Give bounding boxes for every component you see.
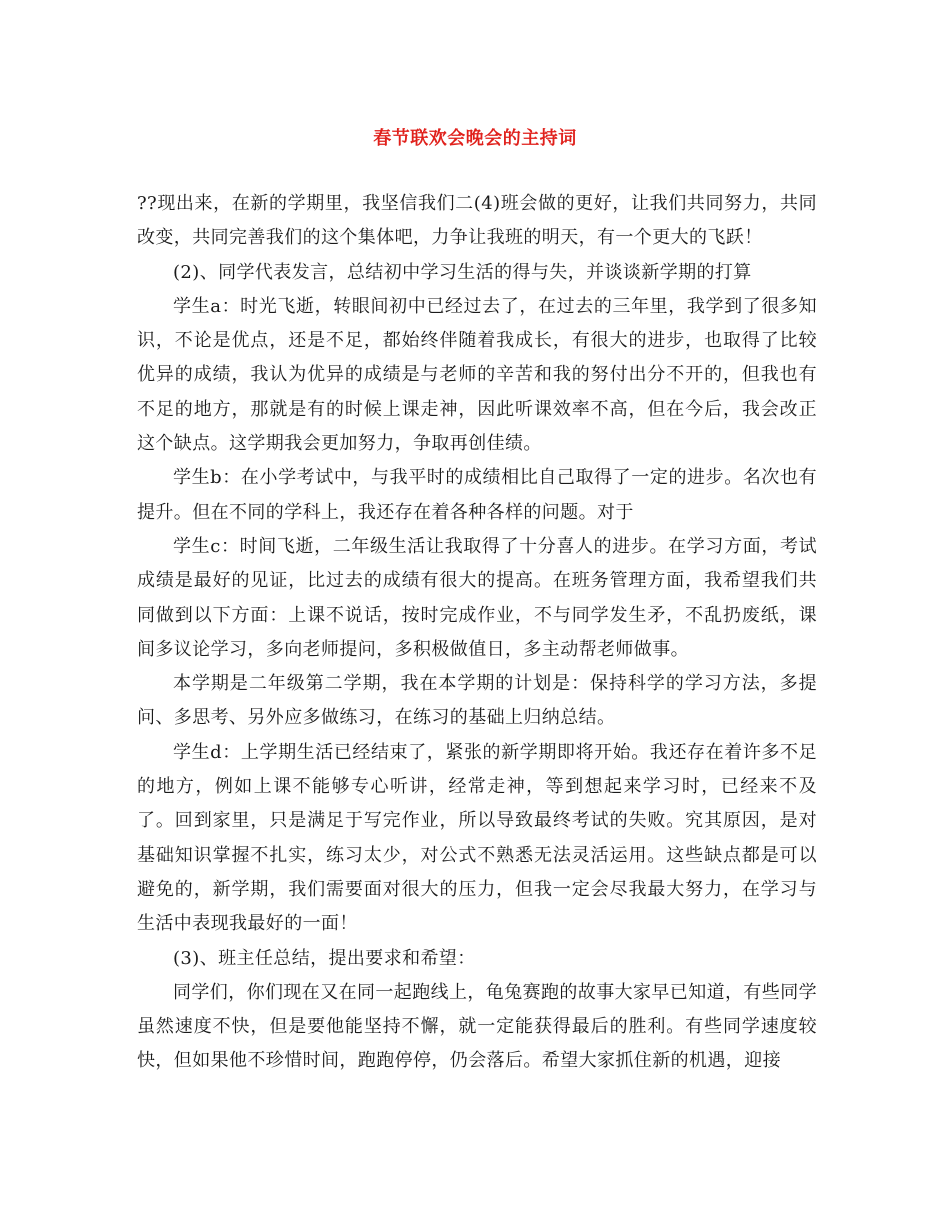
paragraph-2: (2)、同学代表发言，总结初中学习生活的得与失，并谈谈新学期的打算 xyxy=(173,261,752,283)
paragraph-9: 同学们，你们现在又在同一起跑线上，龟兔赛跑的故事大家早已知道，有些同学虽然速度不快，但是要他能坚持不懈，就一定能获得最后的胜利。有些同学速度较快，但如果他不珍惜时间，跑跑停停，仍会落后。希望大家抓住新的机遇，迎接 xyxy=(137,981,817,1072)
paragraph-4: 学生b：在小学考试中，与我平时的成绩相比自己取得了一定的进步。名次也有提升。但在不同的学科上，我还存在着各种各样的问题。对于 xyxy=(137,467,817,523)
paragraph-3: 学生a：时光飞逝，转眼间初中已经过去了，在过去的三年里，我学到了很多知识，不论是优点，还是不足，都始终伴随着我成长，有很大的进步，也取得了比较优异的成绩，我认为优异的成绩是与老师的辛苦和我的努付出分不开的，但我也有不足的地方，那就是有的时候上课走神，因此听课效率不高，但在今后，我会改正这个缺点。这学期我会更加努力，争取再创佳绩。 xyxy=(137,295,817,455)
paragraph-6: 本学期是二年级第二学期，我在本学期的计划是：保持科学的学习方法，多提问、多思考、另外应多做练习，在练习的基础上归纳总结。 xyxy=(137,673,817,729)
paragraph-5: 学生c：时间飞逝，二年级生活让我取得了十分喜人的进步。在学习方面，考试成绩是最好的见证，比过去的成绩有很大的提高。在班务管理方面，我希望我们共同做到以下方面：上课不说话，按时完成作业，不与同学发生矛，不乱扔废纸，课间多议论学习，多向老师提问，多积极做值日，多主动帮老师做事。 xyxy=(137,535,817,660)
paragraph-8: (3)、班主任总结，提出要求和希望： xyxy=(173,947,476,969)
document-body xyxy=(137,187,817,1079)
document-title: 春节联欢会晚会的主持词 xyxy=(373,128,577,149)
paragraph-1: ??现出来，在新的学期里，我坚信我们二(4)班会做的更好，让我们共同努力，共同改变，共同完善我们的这个集体吧，力争让我班的明天，有一个更大的飞跃！ xyxy=(137,193,817,249)
paragraph-7: 学生d：上学期生活已经结束了，紧张的新学期即将开始。我还存在着许多不足的地方，例如上课不能够专心听讲，经常走神，等到想起来学习时，已经来不及了。回到家里，只是满足于写完作业，所以导致最终考试的失败。究其原因，是对基础知识掌握不扎实，练习太少，对公式不熟悉无法灵活运用。这些缺点都是可以避免的，新学期，我们需要面对很大的压力，但我一定会尽我最大努力，在学习与生活中表现我最好的一面！ xyxy=(137,741,817,935)
